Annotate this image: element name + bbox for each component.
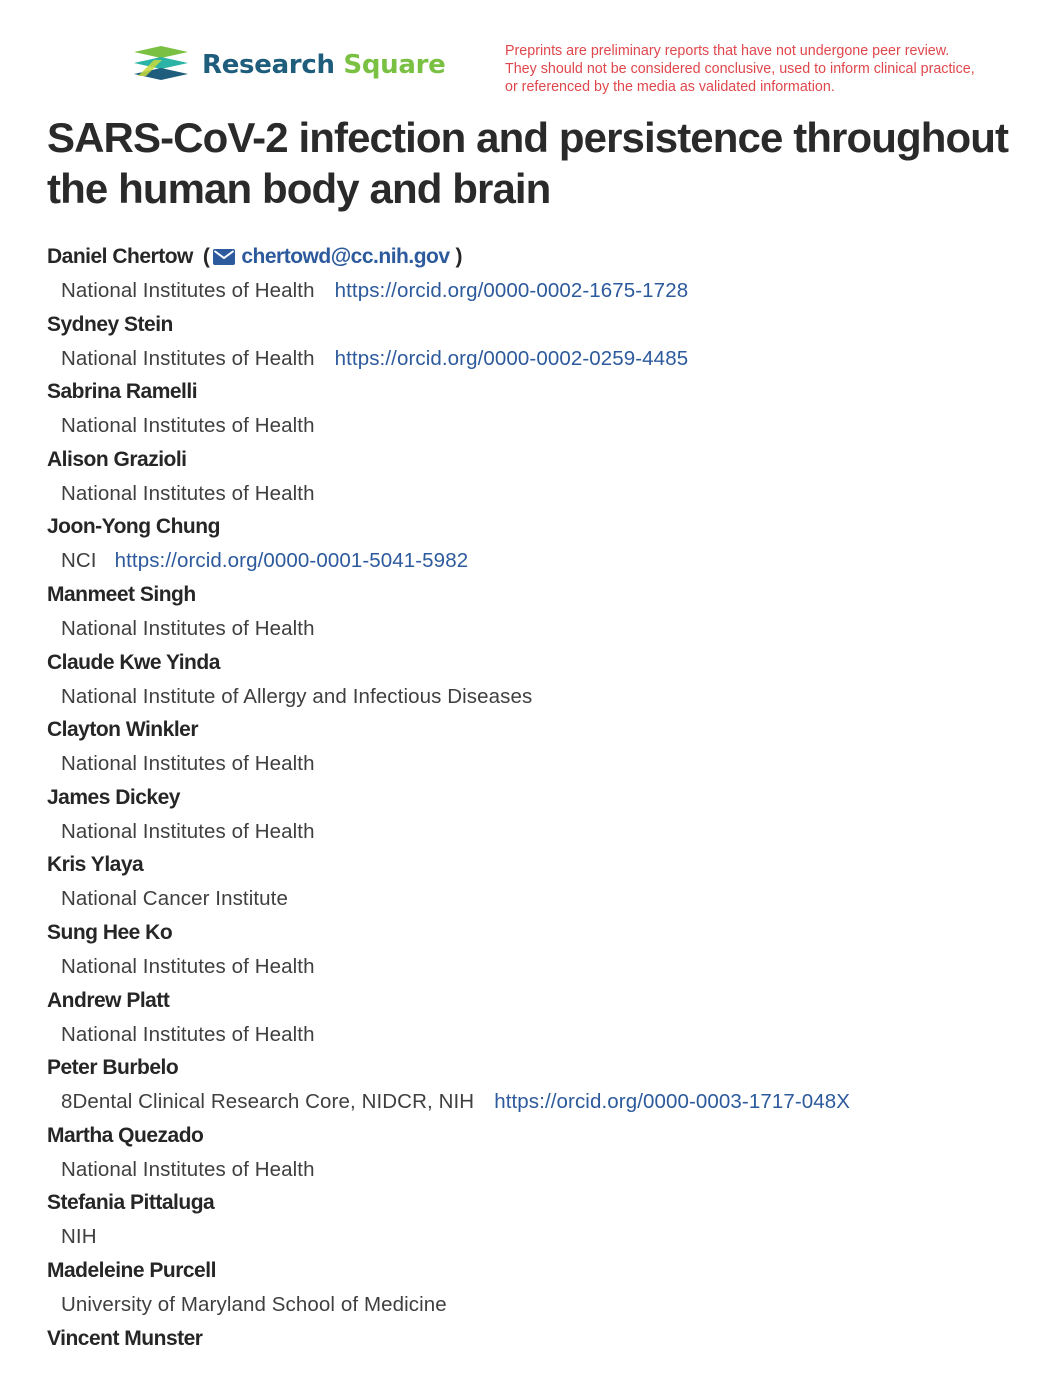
author-name-row: [47, 984, 1047, 1018]
author-name: Manmeet Singh: [47, 582, 196, 606]
close-paren: ): [455, 245, 463, 268]
logo-word-square: Square: [343, 50, 446, 80]
affiliation-row: [47, 544, 1047, 578]
open-paren: (: [202, 245, 210, 268]
author-name-row: [47, 443, 1047, 477]
author-affiliation: NIH: [61, 1225, 97, 1249]
author-name: James Dickey: [47, 785, 180, 809]
author-name: Sydney Stein: [47, 312, 173, 336]
author-affiliation: National Institutes of Health: [61, 954, 315, 978]
affiliation-row: [47, 342, 1047, 376]
author-name: Sung Hee Ko: [47, 920, 173, 944]
orcid-link[interactable]: https://orcid.org/0000-0002-0259-4485: [334, 346, 689, 370]
author-name-row: [47, 308, 1047, 342]
preprint-disclaimer: [505, 42, 1045, 96]
author-entry: [47, 308, 1047, 376]
affiliation-row: [47, 1288, 1047, 1322]
author-affiliation: National Institutes of Health: [61, 1157, 315, 1181]
author-affiliation: National Institute of Allergy and Infectious Diseases: [61, 684, 533, 708]
affiliation-row: [47, 1018, 1047, 1052]
affiliation-row: [47, 1085, 1047, 1119]
author-name: Peter Burbelo: [47, 1056, 179, 1080]
author-name-row: [47, 578, 1047, 612]
affiliation-row: [47, 747, 1047, 781]
paper-title: SARS-CoV-2 infection and persistence throughout the human body and brain: [47, 114, 1009, 212]
author-entry: [47, 646, 1047, 714]
author-affiliation: National Institutes of Health: [61, 1022, 315, 1046]
research-square-logo-icon: [134, 46, 188, 84]
author-affiliation: National Institutes of Health: [61, 481, 315, 505]
author-affiliation: University of Maryland School of Medicine: [61, 1292, 447, 1316]
author-affiliation: NCI: [61, 549, 97, 573]
author-entry: [47, 375, 1047, 443]
author-entry: [47, 1051, 1047, 1119]
author-name-row: [47, 713, 1047, 747]
envelope-icon: [213, 242, 235, 276]
author-affiliation: National Institutes of Health: [61, 819, 315, 843]
author-affiliation: National Institutes of Health: [61, 414, 315, 438]
affiliation-row: [47, 680, 1047, 714]
author-name-row: [47, 1254, 1047, 1288]
author-entry: [47, 578, 1047, 646]
affiliation-row: [47, 409, 1047, 443]
author-entry: [47, 1254, 1047, 1322]
author-name: Kris Ylaya: [47, 853, 144, 877]
orcid-link[interactable]: https://orcid.org/0000-0003-1717-048X: [494, 1090, 851, 1114]
author-entry: [47, 1186, 1047, 1254]
author-name: Daniel Chertow: [47, 245, 193, 268]
author-name-row: [47, 240, 1047, 274]
author-entry: [47, 1322, 1047, 1356]
author-name-row: [47, 646, 1047, 680]
affiliation-row: [47, 612, 1047, 646]
author-name: Alison Grazioli: [47, 447, 187, 471]
disclaimer-line: Preprints are preliminary reports that have not undergone peer review.: [505, 43, 950, 59]
author-affiliation: National Institutes of Health: [61, 279, 315, 302]
author-name-row: [47, 510, 1047, 544]
author-name-row: [47, 1322, 1047, 1356]
email-link[interactable]: chertowd@cc.nih.gov: [241, 245, 450, 268]
author-name: Joon-Yong Chung: [47, 515, 220, 539]
author-name: Claude Kwe Yinda: [47, 650, 220, 674]
logo-wordmark: [202, 50, 445, 80]
affiliation-row: [47, 815, 1047, 849]
author-entry: [47, 713, 1047, 781]
research-square-logo[interactable]: [134, 46, 445, 84]
disclaimer-line: or referenced by the media as validated information.: [505, 79, 835, 95]
corresponding-contact: [193, 245, 462, 268]
author-name-row: [47, 916, 1047, 950]
author-name: Sabrina Ramelli: [47, 380, 198, 404]
author-entry: [47, 240, 1047, 308]
author-name: Clayton Winkler: [47, 718, 199, 742]
disclaimer-line: They should not be considered conclusive, used to inform clinical practice,: [505, 61, 975, 77]
author-name: Vincent Munster: [47, 1326, 203, 1350]
author-entry: [47, 916, 1047, 984]
author-entry: [47, 781, 1047, 849]
page-header: [0, 0, 1059, 110]
affiliation-row: [47, 1220, 1047, 1254]
author-entry: [47, 1119, 1047, 1187]
author-list: [47, 240, 1047, 1356]
author-name-row: [47, 781, 1047, 815]
author-name-row: [47, 1051, 1047, 1085]
affiliation-row: [47, 950, 1047, 984]
author-name: Stefania Pittaluga: [47, 1191, 215, 1215]
affiliation-row: [47, 477, 1047, 511]
author-affiliation: 8Dental Clinical Research Core, NIDCR, NIH: [61, 1090, 475, 1114]
affiliation-row: [47, 882, 1047, 916]
orcid-link[interactable]: https://orcid.org/0000-0002-1675-1728: [334, 279, 689, 302]
logo-word-research: Research: [202, 50, 335, 80]
author-affiliation: National Institutes of Health: [61, 752, 315, 776]
affiliation-row: [47, 1153, 1047, 1187]
author-name-row: [47, 1186, 1047, 1220]
author-entry: [47, 510, 1047, 578]
author-affiliation: National Institutes of Health: [61, 346, 315, 370]
orcid-link[interactable]: https://orcid.org/0000-0001-5041-5982: [114, 549, 469, 573]
affiliation-row: [47, 274, 1047, 308]
author-affiliation: National Institutes of Health: [61, 616, 315, 640]
author-entry: [47, 848, 1047, 916]
author-name-row: [47, 1119, 1047, 1153]
author-name: Andrew Platt: [47, 988, 170, 1012]
author-affiliation: National Cancer Institute: [61, 887, 288, 911]
author-name-row: [47, 375, 1047, 409]
author-name: Madeleine Purcell: [47, 1258, 216, 1282]
author-entry: [47, 443, 1047, 511]
author-name: Martha Quezado: [47, 1123, 204, 1147]
author-entry: [47, 984, 1047, 1052]
author-name-row: [47, 848, 1047, 882]
